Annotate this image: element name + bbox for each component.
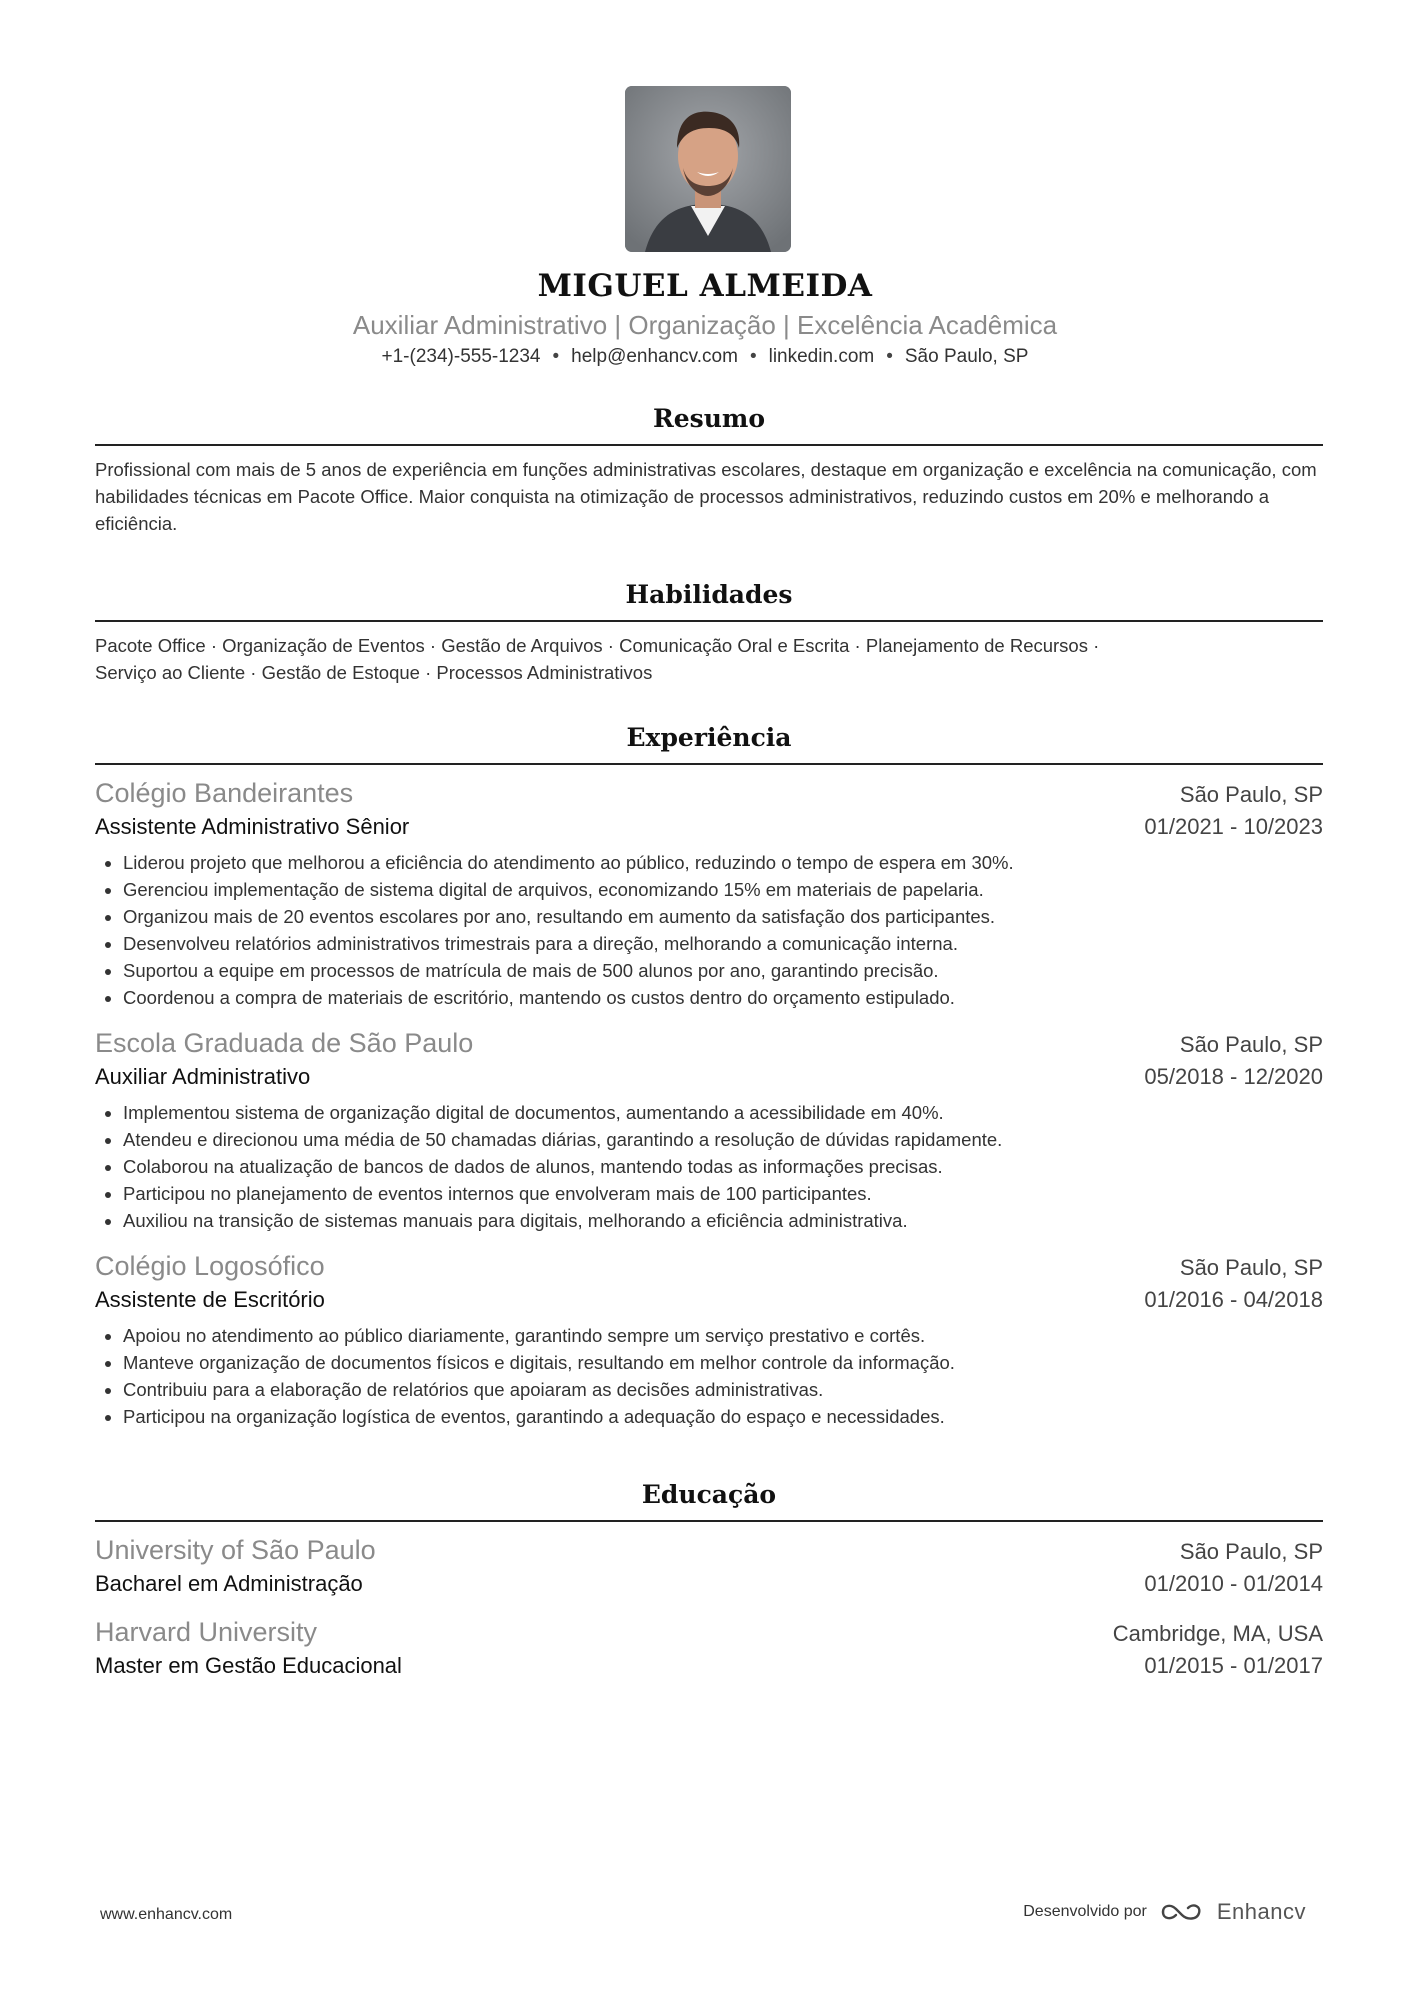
bullet-separator: • <box>886 346 893 367</box>
contact-phone: +1-(234)-555-1234 <box>381 346 541 367</box>
achievement-list <box>95 1099 1323 1234</box>
experience-entry <box>95 1248 1323 1430</box>
achievement-item: • Participou no planejamento de eventos internos que envolveram mais de 100 participantes. <box>123 1180 1323 1207</box>
experience-section <box>95 721 1323 1430</box>
achievement-item: • Gerenciou implementação de sistema digital de arquivos, economizando 15% em materiais de papelaria. <box>123 876 1323 903</box>
contact-linkedin[interactable]: linkedin.com <box>768 346 875 367</box>
education-section <box>95 1478 1323 1682</box>
employer-name: Colégio Logosófico <box>95 1251 325 1281</box>
achievement-item: • Auxiliou na transição de sistemas manuais para digitais, melhorando a eficiência administrativa. <box>123 1207 1323 1234</box>
degree-title: Bacharel em Administração <box>95 1571 363 1596</box>
education-entry <box>95 1614 1323 1682</box>
achievement-item: • Apoiou no atendimento ao público diariamente, garantindo sempre um serviço prestativo e cortês. <box>123 1322 1323 1349</box>
achievement-item: • Contribuiu para a elaboração de relatórios que apoiaram as decisões administrativas. <box>123 1376 1323 1403</box>
job-dates: 01/2016 - 04/2018 <box>1144 1287 1323 1312</box>
job-title: Assistente Administrativo Sênior <box>95 814 410 839</box>
achievement-item: • Participou na organização logística de eventos, garantindo a adequação do espaço e necessidades. <box>123 1403 1323 1430</box>
enhancv-logo-icon <box>1159 1900 1205 1924</box>
contact-line <box>0 344 1410 370</box>
experience-entry <box>95 775 1323 1011</box>
skills-heading: Habilidades <box>95 578 1323 622</box>
degree-dates: 01/2015 - 01/2017 <box>1144 1653 1323 1678</box>
skills-section <box>95 578 1323 686</box>
achievement-item: • Implementou sistema de organização digital de documentos, aumentando a acessibilidade em 40%. <box>123 1099 1323 1126</box>
candidate-title: Auxiliar Administrativo | Organização | Excelência Acadêmica <box>352 310 1058 340</box>
job-dates: 01/2021 - 10/2023 <box>1144 814 1323 839</box>
achievement-item: • Coordenou a compra de materiais de escritório, mantendo os custos dentro do orçamento estipulado. <box>123 984 1323 1011</box>
footer-website[interactable]: www.enhancv.com <box>100 1906 233 1923</box>
resume-header <box>0 266 1410 370</box>
achievement-item: • Atendeu e direcionou uma média de 50 chamadas diárias, garantindo a resolução de dúvidas rapidamente. <box>123 1126 1323 1153</box>
job-title: Assistente de Escritório <box>95 1287 325 1312</box>
contact-location: São Paulo, SP <box>904 346 1029 367</box>
candidate-name: MIGUEL ALMEIDA <box>537 268 873 304</box>
powered-by-label: Desenvolvido por <box>1023 1903 1147 1920</box>
achievement-item: • Liderou projeto que melhorou a eficiência do atendimento ao público, reduzindo o tempo de espera em 30%. <box>123 849 1323 876</box>
brand-name[interactable]: Enhancv <box>1216 1899 1306 1924</box>
bullet-separator: • <box>552 346 560 367</box>
school-name: Harvard University <box>95 1617 318 1647</box>
skills-list <box>95 632 1323 686</box>
bullet-separator: • <box>749 346 757 367</box>
profile-photo-image <box>625 86 791 252</box>
achievement-item: • Manteve organização de documentos físicos e digitais, resultando em melhor controle da informação. <box>123 1349 1323 1376</box>
experience-entry <box>95 1025 1323 1234</box>
education-entry <box>95 1532 1323 1600</box>
achievement-item: • Desenvolveu relatórios administrativos trimestrais para a direção, melhorando a comunicação interna. <box>123 930 1323 957</box>
contact-email[interactable]: help@enhancv.com <box>571 346 738 367</box>
achievement-item: • Suportou a equipe em processos de matrícula de mais de 500 alunos por ano, garantindo precisão. <box>123 957 1323 984</box>
education-heading: Educação <box>95 1478 1323 1522</box>
degree-title: Master em Gestão Educacional <box>95 1653 402 1678</box>
school-location: São Paulo, SP <box>1179 1539 1323 1564</box>
achievement-item: • Organizou mais de 20 eventos escolares por ano, resultando em aumento da satisfação dos participantes. <box>123 903 1323 930</box>
employer-name: Escola Graduada de São Paulo <box>95 1028 474 1058</box>
school-location: Cambridge, MA, USA <box>1112 1621 1323 1646</box>
achievement-list <box>95 849 1323 1011</box>
summary-text: Profissional com mais de 5 anos de experiência em funções administrativas escolares, destaque em organização e excelência na comunicação, com habilidades técnicas em Pacote Office. Maior conquista na otimização de processos administrativos, reduzindo custos em 20% e melhorando a eficiência. <box>95 459 1317 534</box>
employer-location: São Paulo, SP <box>1179 782 1323 807</box>
employer-location: São Paulo, SP <box>1179 1032 1323 1057</box>
school-name: University of São Paulo <box>95 1535 376 1565</box>
summary-heading: Resumo <box>95 402 1323 446</box>
skills-line: Pacote Office · Organização de Eventos · Gestão de Arquivos · Comunicação Oral e Escrita · Planejamento de Recursos · <box>95 635 1100 656</box>
skills-line: Serviço ao Cliente · Gestão de Estoque · Processos Administrativos <box>95 662 653 683</box>
achievement-list <box>95 1322 1323 1430</box>
achievement-item: • Colaborou na atualização de bancos de dados de alunos, mantendo todas as informações precisas. <box>123 1153 1323 1180</box>
summary-section <box>95 402 1323 537</box>
footer-branding <box>1023 1899 1306 1925</box>
employer-location: São Paulo, SP <box>1179 1255 1323 1280</box>
job-dates: 05/2018 - 12/2020 <box>1144 1064 1323 1089</box>
experience-heading: Experiência <box>95 721 1323 765</box>
employer-name: Colégio Bandeirantes <box>95 778 354 808</box>
profile-photo <box>625 86 791 252</box>
degree-dates: 01/2010 - 01/2014 <box>1144 1571 1323 1596</box>
job-title: Auxiliar Administrativo <box>95 1064 311 1089</box>
